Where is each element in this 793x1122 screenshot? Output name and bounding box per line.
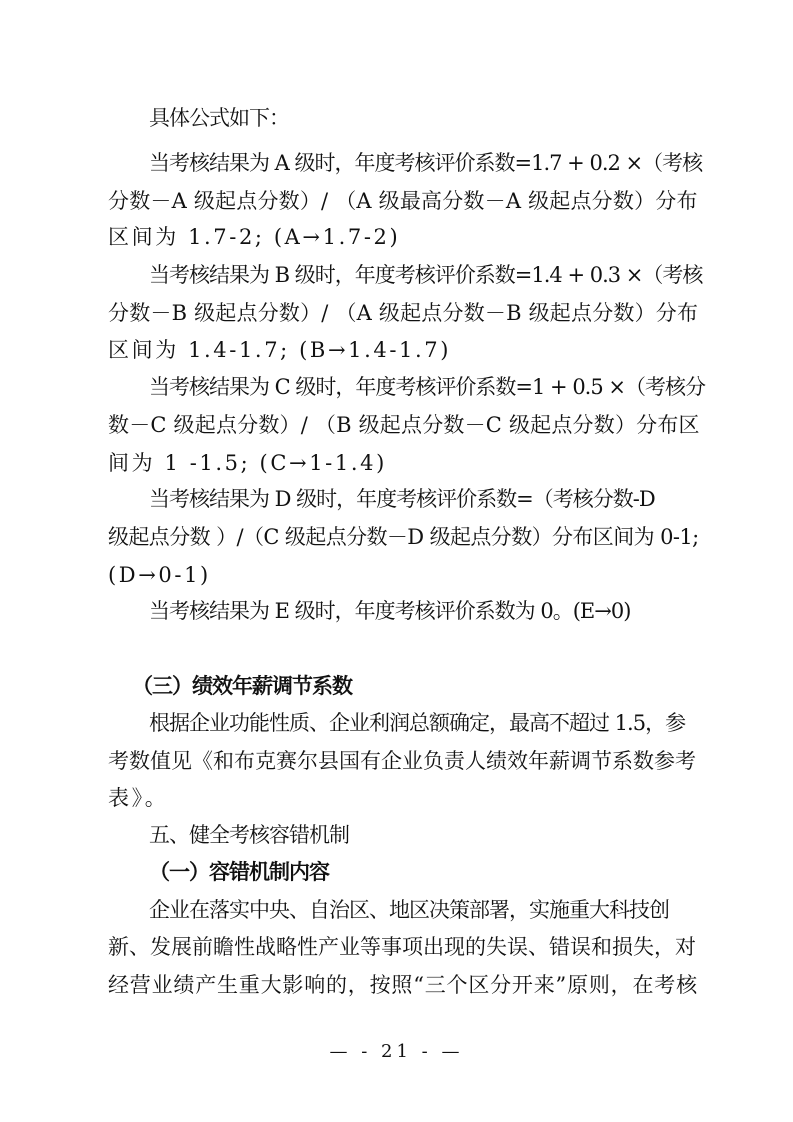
mechanism-paragraph-line-3: 经营业绩产生重大影响的，按照“三个区分开来”原则，在考核	[108, 973, 698, 997]
grade-b-line-3: 区间为 1.4-1.7; (B→1.4-1.7)	[108, 338, 452, 362]
grade-d-line-1: 当考核结果为 D 级时，年度考核评价系数=（考核分数-D	[149, 487, 655, 511]
grade-c-line-3: 间为 1 -1.5; (C→1-1.4)	[108, 451, 387, 475]
mechanism-paragraph-line-2: 新、发展前瞻性战略性产业等事项出现的失误、错误和损失，对	[108, 935, 696, 959]
grade-a-line-3: 区间为 1.7-2; (A→1.7-2)	[108, 225, 401, 249]
coefficient-paragraph-line-2: 考数值见《和布克赛尔县国有企业负责人绩效年薪调节系数参考	[108, 749, 696, 773]
grade-e-line: 当考核结果为 E 级时，年度考核评价系数为 0。(E→0)	[149, 599, 631, 623]
grade-c-line-1: 当考核结果为 C 级时，年度考核评价系数=1 + 0.5 ×（考核分	[149, 375, 705, 399]
page-number: — - 21 - —	[329, 1041, 464, 1062]
mechanism-paragraph-line-1: 企业在落实中央、自治区、地区决策部署，实施重大科技创	[149, 898, 669, 922]
grade-d-line-3: (D→0-1)	[108, 563, 211, 587]
grade-a-line-1: 当考核结果为 A 级时，年度考核评价系数=1.7 + 0.2 ×（考核	[149, 151, 703, 175]
section-heading-fault-tolerance: 五、健全考核容错机制	[149, 823, 349, 847]
formula-intro: 具体公式如下：	[149, 106, 289, 130]
grade-b-line-2: 分数－B 级起点分数）/ （A 级起点分数－B 级起点分数）分布	[108, 301, 699, 325]
subsection-heading-mechanism-content: （一）容错机制内容	[149, 860, 329, 884]
grade-b-line-1: 当考核结果为 B 级时，年度考核评价系数=1.4 + 0.3 ×（考核	[149, 263, 703, 287]
coefficient-paragraph-line-3: 表》。	[108, 786, 169, 810]
grade-a-line-2: 分数－A 级起点分数）/ （A 级最高分数－A 级起点分数）分布	[108, 189, 698, 213]
coefficient-paragraph-line-1: 根据企业功能性质、企业利润总额确定，最高不超过 1.5，参	[149, 711, 686, 735]
section-heading-adjustment-coefficient: （三）绩效年薪调节系数	[132, 673, 352, 698]
grade-c-line-2: 数－C 级起点分数）/ （B 级起点分数－C 级起点分数）分布区	[108, 413, 700, 437]
grade-d-line-2: 级起点分数 ）/（C 级起点分数－D 级起点分数）分布区间为 0-1;	[108, 525, 699, 549]
